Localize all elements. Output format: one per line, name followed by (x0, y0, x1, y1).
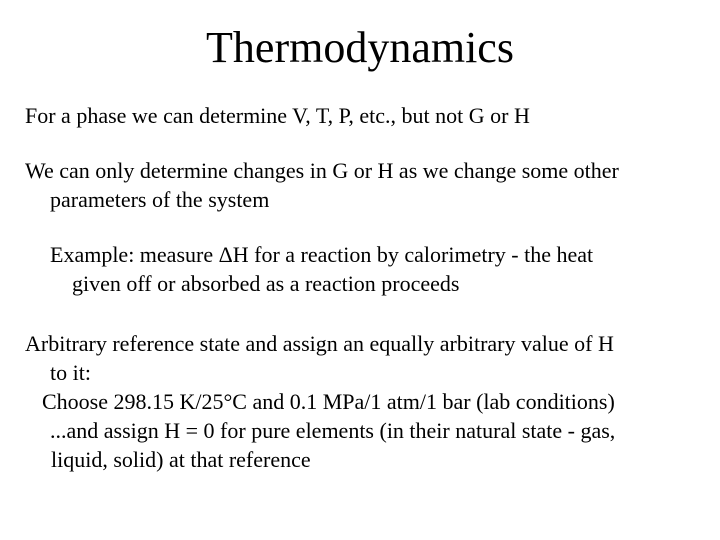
slide-title: Thermodynamics (206, 23, 514, 72)
text-line: to it: (50, 360, 91, 385)
text-line: given off or absorbed as a reaction proceeds (72, 271, 460, 296)
text-line: We can only determine changes in G or H as we change some other (25, 158, 619, 183)
paragraph-calorimetry-example (50, 240, 593, 298)
text-line: liquid, solid) at that reference (51, 447, 311, 472)
text-line: For a phase we can determine V, T, P, etc., but not G or H (25, 103, 530, 128)
text-line: Choose 298.15 K/25°C and 0.1 MPa/1 atm/1 bar (lab conditions) (42, 389, 615, 414)
text-line: parameters of the system (50, 187, 270, 212)
text-line: Arbitrary reference state and assign an equally arbitrary value of H (25, 331, 614, 356)
paragraph-reference-state (25, 329, 615, 474)
paragraph-changes-in-g-h (25, 156, 619, 214)
paragraph-phase-properties (25, 101, 530, 130)
text-line: Example: measure ΔH for a reaction by calorimetry - the heat (50, 242, 594, 267)
text-line: ...and assign H = 0 for pure elements (in their natural state - gas, (50, 418, 616, 443)
